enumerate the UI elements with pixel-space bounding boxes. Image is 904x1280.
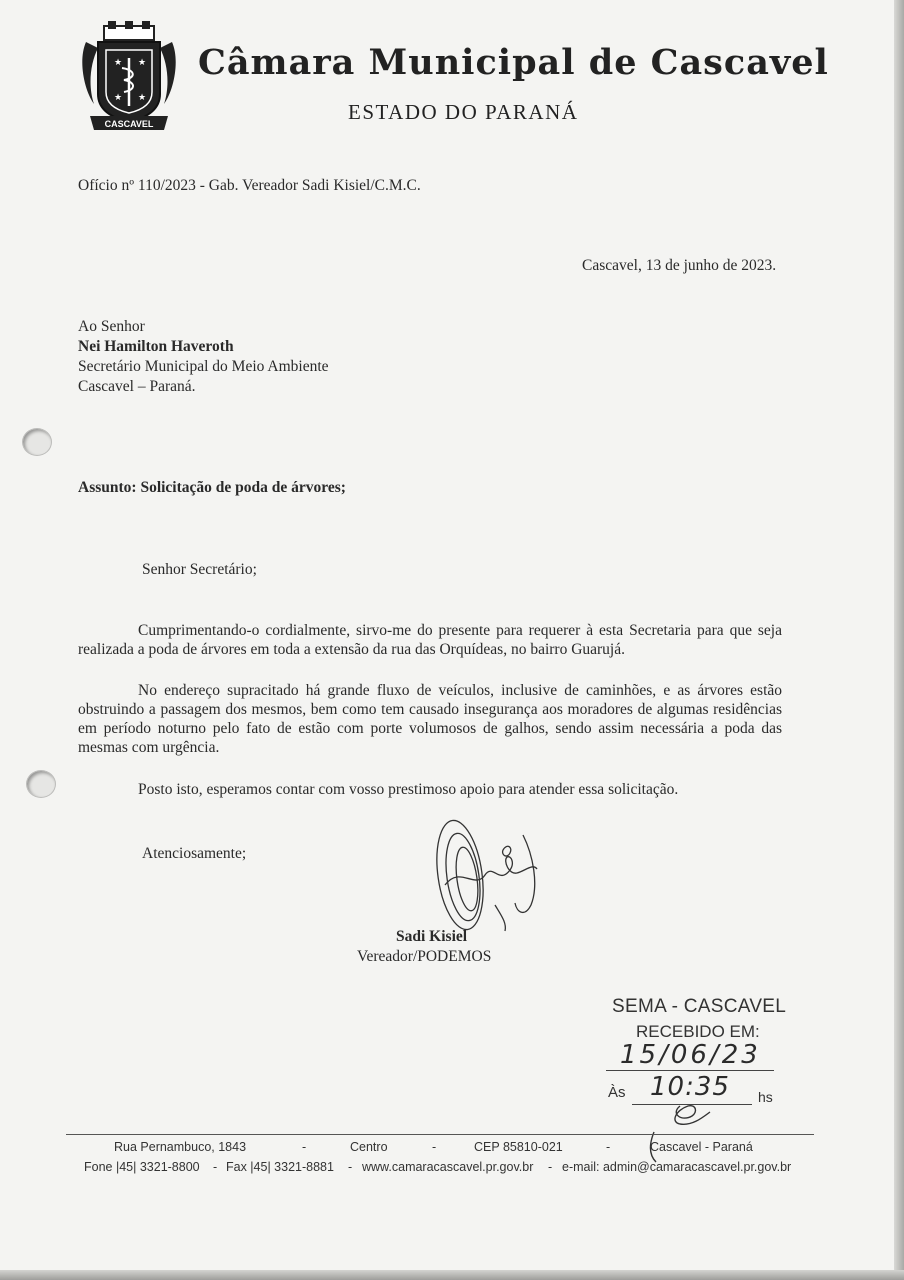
punch-hole-top xyxy=(22,428,52,456)
letter-subject: Assunto: Solicitação de poda de árvores; xyxy=(78,479,346,496)
footer-separator: - xyxy=(213,1160,218,1174)
handwritten-signature xyxy=(415,795,555,940)
city-crest-logo xyxy=(80,20,178,132)
footer-district: Centro xyxy=(350,1140,388,1154)
stamp-time: 10:35 xyxy=(650,1072,730,1102)
footer-separator: - xyxy=(548,1160,553,1174)
svg-text:★: ★ xyxy=(114,58,123,68)
page-edge-bottom xyxy=(0,1270,904,1280)
svg-text:★: ★ xyxy=(114,93,123,103)
footer-divider xyxy=(66,1134,814,1135)
stamp-initials xyxy=(640,1098,720,1168)
stamp-org: SEMA - CASCAVEL xyxy=(612,996,787,1017)
letter-greeting: Senhor Secretário; xyxy=(142,561,257,578)
svg-text:★: ★ xyxy=(138,93,147,103)
institution-name: Câmara Municipal de Cascavel xyxy=(198,42,829,83)
recipient-location: Cascavel – Paraná. xyxy=(78,378,196,395)
recipient-salutation: Ao Senhor xyxy=(78,318,145,335)
state-name: ESTADO DO PARANÁ xyxy=(348,100,579,124)
crest-banner-text: CASCAVEL xyxy=(104,119,154,129)
place-and-date: Cascavel, 13 de junho de 2023. xyxy=(582,257,777,274)
footer-website: www.camaracascavel.pr.gov.br xyxy=(362,1160,534,1174)
letter-reference: Ofício nº 110/2023 - Gab. Vereador Sadi Kisiel/C.M.C. xyxy=(78,177,421,194)
body-paragraph-1 xyxy=(78,621,782,659)
stamp-date: 15/06/23 xyxy=(620,1040,761,1070)
footer-fax: Fax |45| 3321-8881 xyxy=(226,1160,334,1174)
footer-separator: - xyxy=(432,1140,437,1154)
footer-separator: - xyxy=(606,1140,611,1154)
stamp-time-prefix: Às xyxy=(608,1084,626,1101)
body-paragraph-1-text: Cumprimentando-o cordialmente, sirvo-me do presente para requerer à esta Secretaria para que seja realizada a poda de árvores em toda a extensão da rua das Orquídeas, no bairro Guarujá. xyxy=(78,622,782,658)
svg-text:★: ★ xyxy=(138,58,147,68)
page-edge-right xyxy=(894,0,904,1280)
stamp-time-suffix: hs xyxy=(758,1089,773,1105)
footer-email: e-mail: admin@camaracascavel.pr.gov.br xyxy=(562,1160,792,1174)
recipient-name: Nei Hamilton Haveroth xyxy=(78,338,234,355)
body-paragraph-3-text: Posto isto, esperamos contar com vosso prestimoso apoio para atender essa solicitação. xyxy=(138,781,679,798)
recipient-title: Secretário Municipal do Meio Ambiente xyxy=(78,358,329,375)
footer-city: Cascavel - Paraná xyxy=(650,1140,753,1154)
footer-cep: CEP 85810-021 xyxy=(474,1140,563,1154)
footer-separator: - xyxy=(302,1140,307,1154)
body-paragraph-2-text: No endereço supracitado há grande fluxo de veículos, inclusive de caminhões, e as árvores estão obstruindo a passagem dos mesmos, bem como tem causado insegurança aos moradores de algumas residências em período noturno pelo fato de estão com porte volumosos de galhos, sendo assim necessária a poda das mesmas com urgência. xyxy=(78,682,782,756)
punch-hole-bottom xyxy=(26,770,56,798)
letter-closing: Atenciosamente; xyxy=(142,845,247,862)
body-paragraph-2 xyxy=(78,681,782,757)
footer-separator: - xyxy=(348,1160,353,1174)
stamp-date-underline xyxy=(606,1070,774,1071)
signer-role: Vereador/PODEMOS xyxy=(357,948,492,965)
signer-name: Sadi Kisiel xyxy=(396,928,468,945)
footer-phone: Fone |45| 3321-8800 xyxy=(84,1160,200,1174)
footer-street: Rua Pernambuco, 1843 xyxy=(114,1140,247,1154)
stamp-received-label: RECEBIDO EM: xyxy=(636,1022,760,1041)
